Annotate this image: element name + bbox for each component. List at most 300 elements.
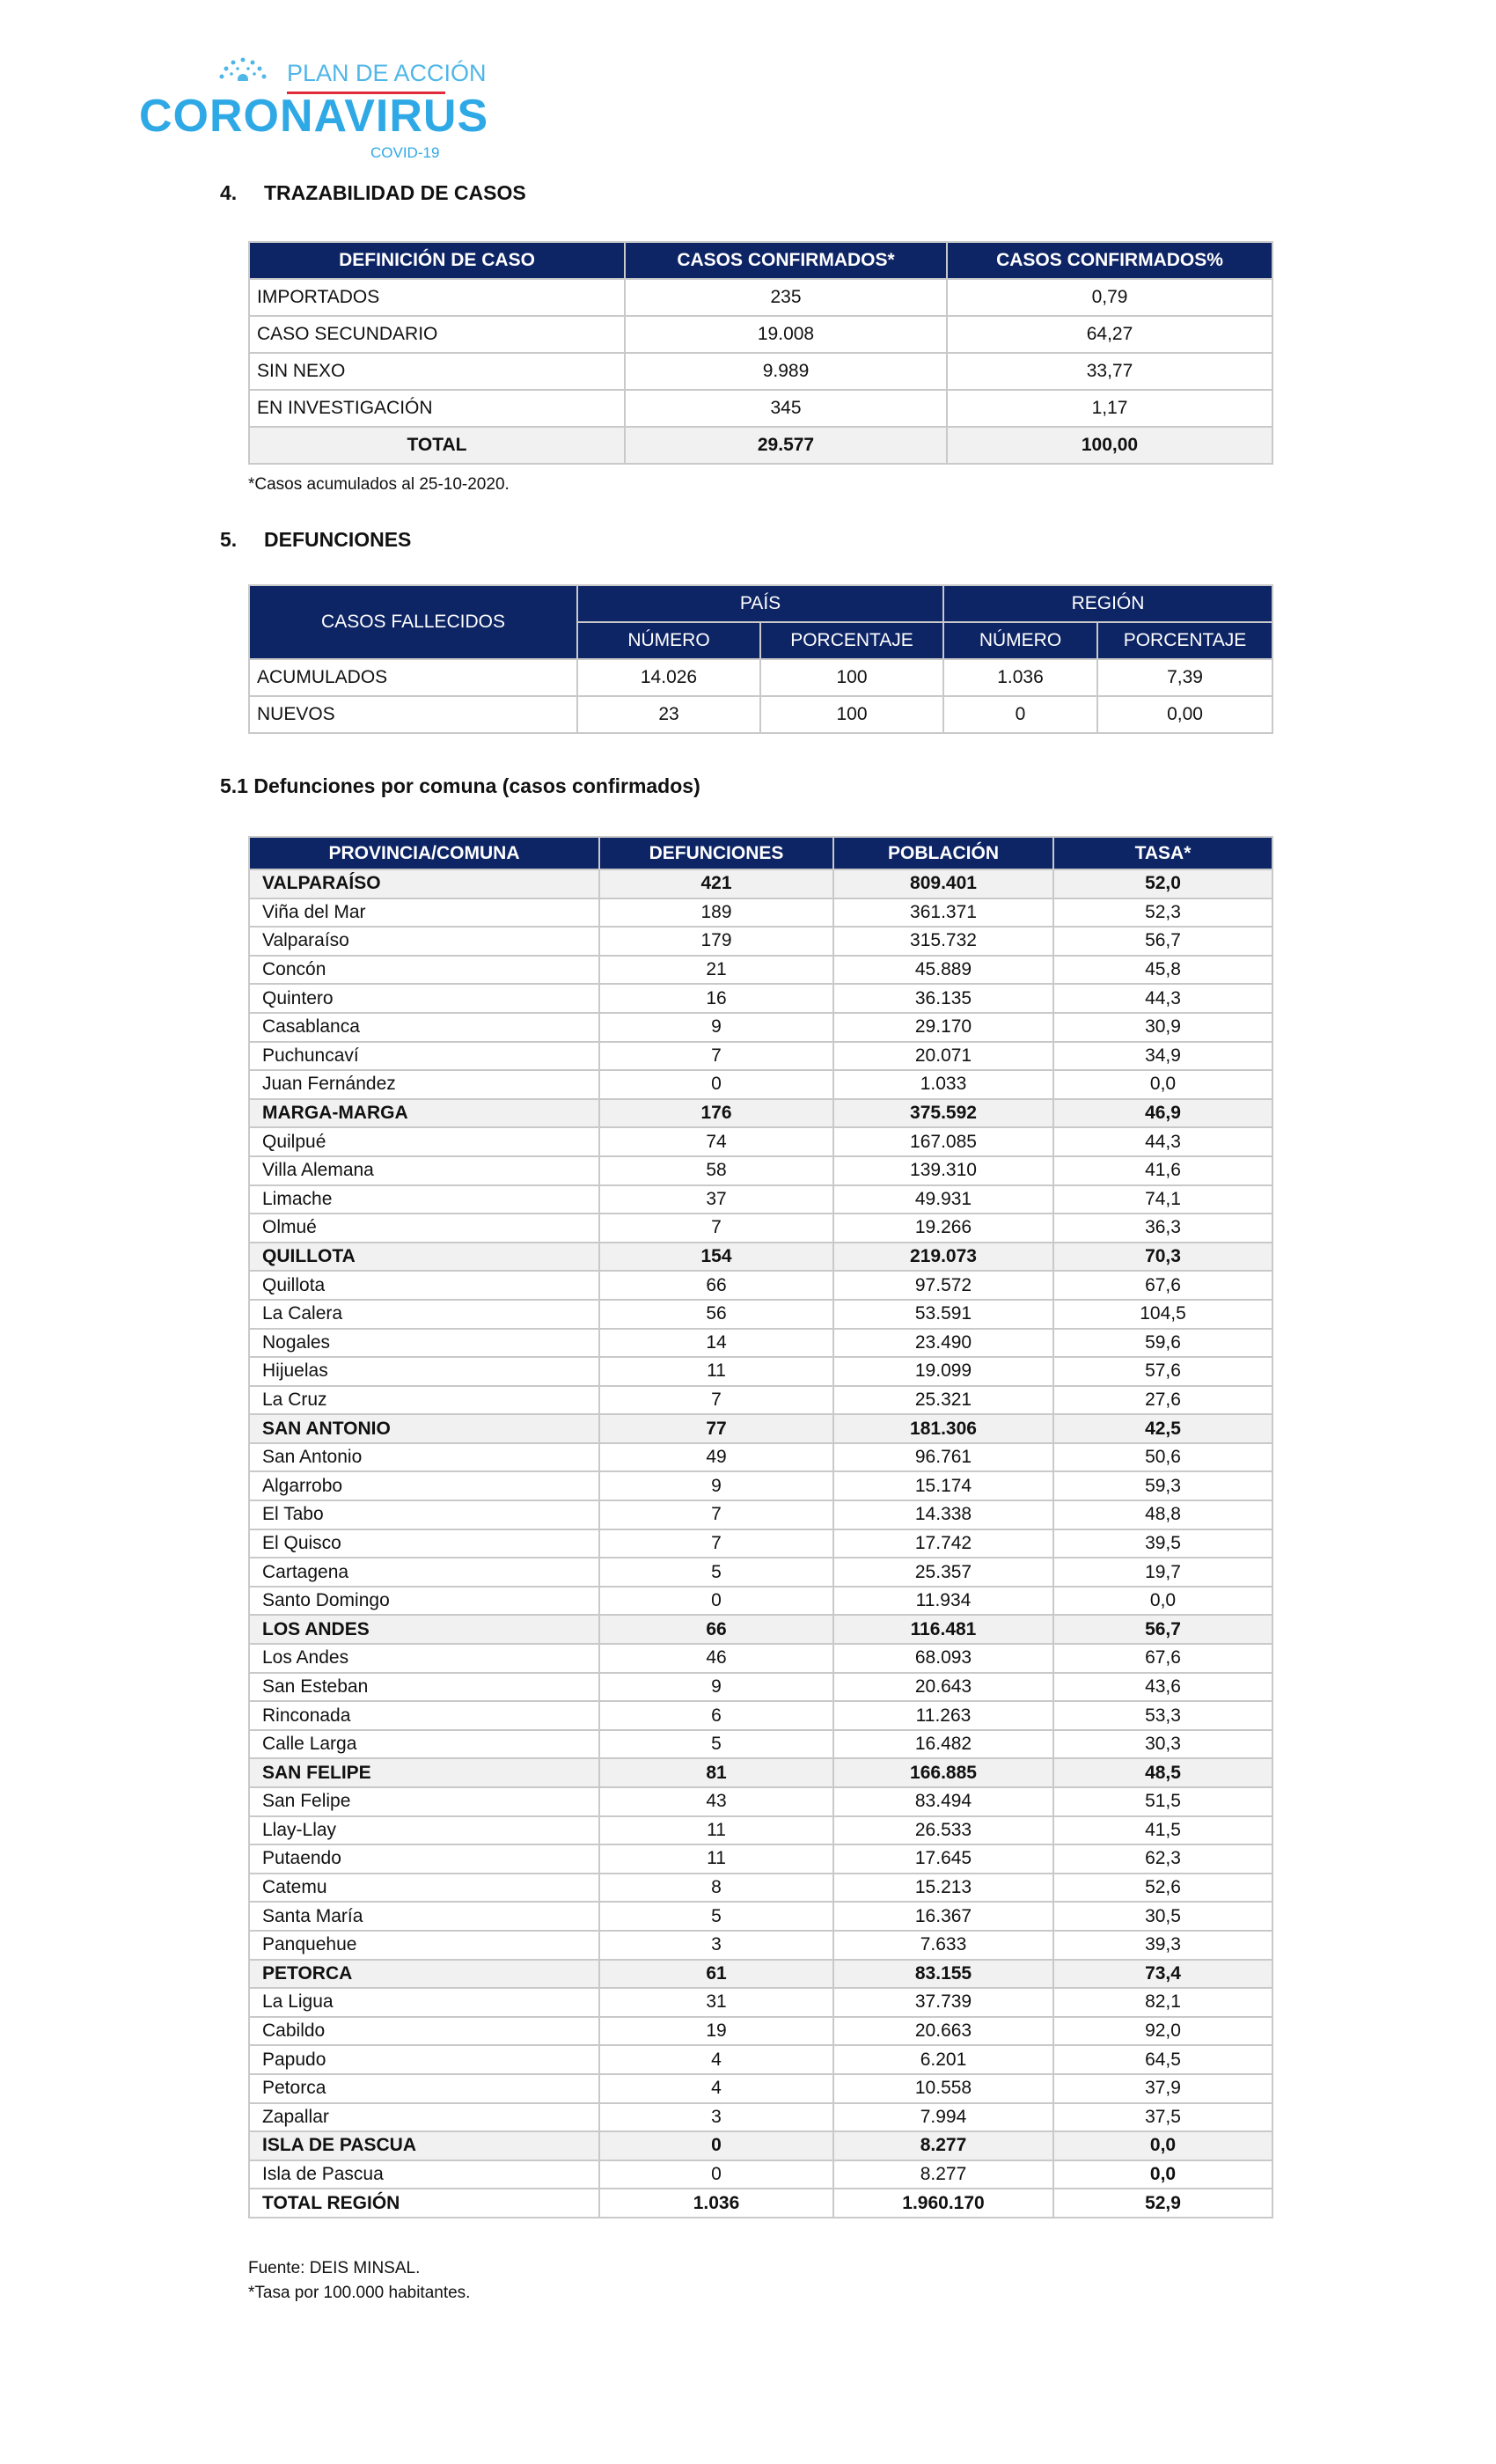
comuna-row bbox=[249, 1816, 1272, 1845]
cell-poblacion: 315.732 bbox=[833, 927, 1053, 956]
comuna-row bbox=[249, 1271, 1272, 1300]
header-cell: NÚMERO bbox=[577, 622, 760, 659]
cell-defunciones: 81 bbox=[599, 1758, 833, 1787]
cell-definition: CASO SECUNDARIO bbox=[249, 316, 625, 353]
table-row bbox=[249, 659, 1272, 696]
cell-definition: SIN NEXO bbox=[249, 353, 625, 390]
cell-tasa: 0,0 bbox=[1053, 1070, 1272, 1099]
cell-poblacion: 116.481 bbox=[833, 1615, 1053, 1644]
cell-poblacion: 14.338 bbox=[833, 1500, 1053, 1529]
cell-defunciones: 1.036 bbox=[599, 2189, 833, 2218]
cell-poblacion: 26.533 bbox=[833, 1816, 1053, 1845]
comuna-row bbox=[249, 1931, 1272, 1960]
comuna-row bbox=[249, 1357, 1272, 1386]
cell-poblacion: 1.033 bbox=[833, 1070, 1053, 1099]
cell-cases: 9.989 bbox=[625, 353, 947, 390]
cell-defunciones: 8 bbox=[599, 1874, 833, 1903]
cell-tasa: 27,6 bbox=[1053, 1386, 1272, 1415]
cell-defunciones: 4 bbox=[599, 2074, 833, 2103]
cell-label: ACUMULADOS bbox=[249, 659, 577, 696]
cell-tasa: 92,0 bbox=[1053, 2017, 1272, 2046]
cell-defunciones: 189 bbox=[599, 898, 833, 928]
cell-tasa: 44,3 bbox=[1053, 1127, 1272, 1156]
header-cell-pais: PAÍS bbox=[577, 585, 943, 622]
cell-tasa: 51,5 bbox=[1053, 1787, 1272, 1816]
cell-name: San Felipe bbox=[249, 1787, 599, 1816]
comuna-row bbox=[249, 1329, 1272, 1358]
comuna-row bbox=[249, 1214, 1272, 1243]
cell-tasa: 0,0 bbox=[1053, 1587, 1272, 1616]
cell-name: Casablanca bbox=[249, 1013, 599, 1042]
comuna-row bbox=[249, 2160, 1272, 2189]
cell-defunciones: 16 bbox=[599, 984, 833, 1013]
cell-poblacion: 8.277 bbox=[833, 2131, 1053, 2160]
cell-name: ISLA DE PASCUA bbox=[249, 2131, 599, 2160]
header-cell-region: REGIÓN bbox=[943, 585, 1272, 622]
cell-name: Papudo bbox=[249, 2045, 599, 2074]
cell-name: Villa Alemana bbox=[249, 1156, 599, 1185]
cell-defunciones: 0 bbox=[599, 2160, 833, 2189]
cell-name: Juan Fernández bbox=[249, 1070, 599, 1099]
rate-footnote: *Tasa por 100.000 habitantes. bbox=[248, 2284, 471, 2302]
cell-tasa: 52,0 bbox=[1053, 869, 1272, 898]
cell-name: Hijuelas bbox=[249, 1357, 599, 1386]
cell-name: Rinconada bbox=[249, 1701, 599, 1730]
cell-defunciones: 14 bbox=[599, 1329, 833, 1358]
cell-name: Olmué bbox=[249, 1214, 599, 1243]
province-row bbox=[249, 1243, 1272, 1272]
cell-name: Concón bbox=[249, 956, 599, 985]
comuna-row bbox=[249, 1500, 1272, 1529]
comuna-row bbox=[249, 1701, 1272, 1730]
cell-defunciones: 61 bbox=[599, 1960, 833, 1989]
cell-name: SAN FELIPE bbox=[249, 1758, 599, 1787]
cell-poblacion: 181.306 bbox=[833, 1414, 1053, 1443]
cell-name: Puchuncaví bbox=[249, 1042, 599, 1071]
cell-poblacion: 10.558 bbox=[833, 2074, 1053, 2103]
comuna-row bbox=[249, 1156, 1272, 1185]
cell-poblacion: 16.367 bbox=[833, 1902, 1053, 1931]
comuna-row bbox=[249, 1558, 1272, 1587]
table-row bbox=[249, 353, 1272, 390]
comuna-row bbox=[249, 927, 1272, 956]
cell-name: El Tabo bbox=[249, 1500, 599, 1529]
cell-name: PETORCA bbox=[249, 1960, 599, 1989]
comuna-row bbox=[249, 1902, 1272, 1931]
cell-poblacion: 17.742 bbox=[833, 1529, 1053, 1558]
table-header-row bbox=[249, 837, 1272, 869]
source-note: Fuente: DEIS MINSAL. bbox=[248, 2259, 421, 2277]
cell-defunciones: 7 bbox=[599, 1386, 833, 1415]
trazabilidad-table bbox=[248, 241, 1273, 465]
comuna-row bbox=[249, 1673, 1272, 1702]
header-cell: PORCENTAJE bbox=[1097, 622, 1272, 659]
cell-name: San Antonio bbox=[249, 1443, 599, 1472]
logo-covid-text: COVID-19 bbox=[370, 144, 440, 161]
cell-percent: 1,17 bbox=[947, 390, 1272, 427]
table-header-row bbox=[249, 585, 1272, 622]
cell-tasa: 52,9 bbox=[1053, 2189, 1272, 2218]
cell-name: SAN ANTONIO bbox=[249, 1414, 599, 1443]
cell-tasa: 0,0 bbox=[1053, 2131, 1272, 2160]
cell-defunciones: 11 bbox=[599, 1816, 833, 1845]
cell-poblacion: 139.310 bbox=[833, 1156, 1053, 1185]
section-5-heading bbox=[220, 528, 411, 552]
cell-poblacion: 96.761 bbox=[833, 1443, 1053, 1472]
cell-defunciones: 176 bbox=[599, 1099, 833, 1128]
cell-cases: 19.008 bbox=[625, 316, 947, 353]
cell-poblacion: 361.371 bbox=[833, 898, 1053, 928]
sun-rays-icon bbox=[216, 55, 269, 81]
province-row bbox=[249, 2131, 1272, 2160]
province-row bbox=[249, 1414, 1272, 1443]
cell-poblacion: 25.357 bbox=[833, 1558, 1053, 1587]
cell-name: Quilpué bbox=[249, 1127, 599, 1156]
cell-tasa: 73,4 bbox=[1053, 1960, 1272, 1989]
cell-total-label: TOTAL bbox=[249, 427, 625, 464]
province-row bbox=[249, 1960, 1272, 1989]
comuna-row bbox=[249, 1300, 1272, 1329]
cell-poblacion: 97.572 bbox=[833, 1271, 1053, 1300]
cell-name: La Calera bbox=[249, 1300, 599, 1329]
cell-tasa: 50,6 bbox=[1053, 1443, 1272, 1472]
cell-tasa: 45,8 bbox=[1053, 956, 1272, 985]
cell-tasa: 41,5 bbox=[1053, 1816, 1272, 1845]
cell-poblacion: 49.931 bbox=[833, 1185, 1053, 1214]
comuna-row bbox=[249, 1844, 1272, 1874]
cell-tasa: 46,9 bbox=[1053, 1099, 1272, 1128]
cell-poblacion: 45.889 bbox=[833, 956, 1053, 985]
cell-poblacion: 25.321 bbox=[833, 1386, 1053, 1415]
comuna-row bbox=[249, 1787, 1272, 1816]
cell-defunciones: 66 bbox=[599, 1615, 833, 1644]
cell-name: Viña del Mar bbox=[249, 898, 599, 928]
cell-tasa: 37,5 bbox=[1053, 2103, 1272, 2132]
comuna-row bbox=[249, 1042, 1272, 1071]
cell-value: 23 bbox=[577, 696, 760, 733]
cell-poblacion: 20.071 bbox=[833, 1042, 1053, 1071]
cell-name: Petorca bbox=[249, 2074, 599, 2103]
defunciones-table bbox=[248, 584, 1273, 734]
cell-defunciones: 56 bbox=[599, 1300, 833, 1329]
cell-defunciones: 7 bbox=[599, 1500, 833, 1529]
cell-percent: 64,27 bbox=[947, 316, 1272, 353]
coronavirus-logo bbox=[139, 53, 489, 161]
comuna-row bbox=[249, 1386, 1272, 1415]
province-row bbox=[249, 1615, 1272, 1644]
cell-poblacion: 15.174 bbox=[833, 1471, 1053, 1500]
cell-poblacion: 219.073 bbox=[833, 1243, 1053, 1272]
cell-poblacion: 20.663 bbox=[833, 2017, 1053, 2046]
cell-poblacion: 809.401 bbox=[833, 869, 1053, 898]
cell-defunciones: 4 bbox=[599, 2045, 833, 2074]
cell-tasa: 48,8 bbox=[1053, 1500, 1272, 1529]
cell-tasa: 44,3 bbox=[1053, 984, 1272, 1013]
header-cell: CASOS CONFIRMADOS* bbox=[625, 242, 947, 279]
cell-tasa: 53,3 bbox=[1053, 1701, 1272, 1730]
header-cell: DEFINICIÓN DE CASO bbox=[249, 242, 625, 279]
cell-definition: IMPORTADOS bbox=[249, 279, 625, 316]
cell-defunciones: 74 bbox=[599, 1127, 833, 1156]
cell-poblacion: 6.201 bbox=[833, 2045, 1053, 2074]
cell-defunciones: 9 bbox=[599, 1471, 833, 1500]
cell-poblacion: 37.739 bbox=[833, 1988, 1053, 2017]
cell-percent: 33,77 bbox=[947, 353, 1272, 390]
cell-defunciones: 0 bbox=[599, 1587, 833, 1616]
comuna-row bbox=[249, 1127, 1272, 1156]
cell-name: La Ligua bbox=[249, 1988, 599, 2017]
cell-tasa: 62,3 bbox=[1053, 1844, 1272, 1874]
cell-name: VALPARAÍSO bbox=[249, 869, 599, 898]
cell-tasa: 104,5 bbox=[1053, 1300, 1272, 1329]
comuna-row bbox=[249, 1013, 1272, 1042]
comuna-row bbox=[249, 1529, 1272, 1558]
cell-poblacion: 29.170 bbox=[833, 1013, 1053, 1042]
cell-defunciones: 7 bbox=[599, 1529, 833, 1558]
cell-value: 7,39 bbox=[1097, 659, 1272, 696]
section-4-footnote: *Casos acumulados al 25-10-2020. bbox=[248, 475, 510, 494]
cell-poblacion: 83.155 bbox=[833, 1960, 1053, 1989]
cell-name: Isla de Pascua bbox=[249, 2160, 599, 2189]
cell-tasa: 52,3 bbox=[1053, 898, 1272, 928]
province-row bbox=[249, 869, 1272, 898]
cell-tasa: 36,3 bbox=[1053, 1214, 1272, 1243]
cell-cases: 235 bbox=[625, 279, 947, 316]
section-title: DEFUNCIONES bbox=[264, 528, 412, 551]
section-5-1-heading: 5.1 Defunciones por comuna (casos confirmados) bbox=[220, 774, 700, 797]
section-number: 4. bbox=[220, 181, 238, 204]
cell-defunciones: 9 bbox=[599, 1673, 833, 1702]
cell-tasa: 67,6 bbox=[1053, 1271, 1272, 1300]
cell-name: La Cruz bbox=[249, 1386, 599, 1415]
cell-name: Quillota bbox=[249, 1271, 599, 1300]
cell-poblacion: 19.266 bbox=[833, 1214, 1053, 1243]
cell-cases: 345 bbox=[625, 390, 947, 427]
cell-name: Catemu bbox=[249, 1874, 599, 1903]
cell-name: QUILLOTA bbox=[249, 1243, 599, 1272]
cell-defunciones: 46 bbox=[599, 1644, 833, 1673]
cell-name: Valparaíso bbox=[249, 927, 599, 956]
comuna-row bbox=[249, 1988, 1272, 2017]
cell-tasa: 70,3 bbox=[1053, 1243, 1272, 1272]
cell-tasa: 57,6 bbox=[1053, 1357, 1272, 1386]
cell-defunciones: 3 bbox=[599, 2103, 833, 2132]
cell-poblacion: 166.885 bbox=[833, 1758, 1053, 1787]
cell-defunciones: 0 bbox=[599, 2131, 833, 2160]
cell-tasa: 67,6 bbox=[1053, 1644, 1272, 1673]
cell-tasa: 59,6 bbox=[1053, 1329, 1272, 1358]
comuna-row bbox=[249, 984, 1272, 1013]
cell-defunciones: 9 bbox=[599, 1013, 833, 1042]
cell-name: Panquehue bbox=[249, 1931, 599, 1960]
table-total-row bbox=[249, 427, 1272, 464]
cell-name: El Quisco bbox=[249, 1529, 599, 1558]
cell-tasa: 48,5 bbox=[1053, 1758, 1272, 1787]
cell-name: Quintero bbox=[249, 984, 599, 1013]
cell-poblacion: 375.592 bbox=[833, 1099, 1053, 1128]
cell-name: LOS ANDES bbox=[249, 1615, 599, 1644]
cell-poblacion: 17.645 bbox=[833, 1844, 1053, 1874]
cell-name: Santa María bbox=[249, 1902, 599, 1931]
cell-defunciones: 7 bbox=[599, 1042, 833, 1071]
comuna-row bbox=[249, 1644, 1272, 1673]
table-row bbox=[249, 696, 1272, 733]
cell-value: 14.026 bbox=[577, 659, 760, 696]
header-cell: PROVINCIA/COMUNA bbox=[249, 837, 599, 869]
cell-tasa: 74,1 bbox=[1053, 1185, 1272, 1214]
cell-defunciones: 11 bbox=[599, 1844, 833, 1874]
cell-defunciones: 11 bbox=[599, 1357, 833, 1386]
cell-defunciones: 5 bbox=[599, 1558, 833, 1587]
comuna-row bbox=[249, 2103, 1272, 2132]
province-row bbox=[249, 1099, 1272, 1128]
cell-defunciones: 5 bbox=[599, 1730, 833, 1759]
cell-poblacion: 1.960.170 bbox=[833, 2189, 1053, 2218]
comuna-row bbox=[249, 1874, 1272, 1903]
cell-defunciones: 7 bbox=[599, 1214, 833, 1243]
cell-defunciones: 66 bbox=[599, 1271, 833, 1300]
cell-name: Llay-Llay bbox=[249, 1816, 599, 1845]
cell-poblacion: 19.099 bbox=[833, 1357, 1053, 1386]
cell-poblacion: 83.494 bbox=[833, 1787, 1053, 1816]
cell-value: 100 bbox=[760, 696, 943, 733]
cell-defunciones: 19 bbox=[599, 2017, 833, 2046]
cell-value: 0,00 bbox=[1097, 696, 1272, 733]
logo-coronavirus-text: CORONAVIRUS bbox=[139, 91, 489, 142]
cell-name: Zapallar bbox=[249, 2103, 599, 2132]
cell-name: TOTAL REGIÓN bbox=[249, 2189, 599, 2218]
cell-defunciones: 421 bbox=[599, 869, 833, 898]
cell-name: San Esteban bbox=[249, 1673, 599, 1702]
logo-plan-text: PLAN DE ACCIÓN bbox=[287, 60, 487, 86]
cell-poblacion: 36.135 bbox=[833, 984, 1053, 1013]
cell-poblacion: 167.085 bbox=[833, 1127, 1053, 1156]
cell-poblacion: 7.994 bbox=[833, 2103, 1053, 2132]
cell-total-cases: 29.577 bbox=[625, 427, 947, 464]
cell-poblacion: 8.277 bbox=[833, 2160, 1053, 2189]
cell-tasa: 39,3 bbox=[1053, 1931, 1272, 1960]
cell-defunciones: 3 bbox=[599, 1931, 833, 1960]
cell-defunciones: 37 bbox=[599, 1185, 833, 1214]
table-header-row bbox=[249, 242, 1272, 279]
cell-defunciones: 77 bbox=[599, 1414, 833, 1443]
cell-tasa: 30,5 bbox=[1053, 1902, 1272, 1931]
cell-defunciones: 31 bbox=[599, 1988, 833, 2017]
cell-defunciones: 49 bbox=[599, 1443, 833, 1472]
header-cell: PORCENTAJE bbox=[760, 622, 943, 659]
comuna-table-body bbox=[249, 869, 1272, 2218]
cell-tasa: 41,6 bbox=[1053, 1156, 1272, 1185]
cell-poblacion: 20.643 bbox=[833, 1673, 1053, 1702]
cell-defunciones: 0 bbox=[599, 1070, 833, 1099]
cell-name: Limache bbox=[249, 1185, 599, 1214]
cell-name: Santo Domingo bbox=[249, 1587, 599, 1616]
cell-total-percent: 100,00 bbox=[947, 427, 1272, 464]
cell-value: 100 bbox=[760, 659, 943, 696]
comuna-row bbox=[249, 1185, 1272, 1214]
header-cell: CASOS CONFIRMADOS% bbox=[947, 242, 1272, 279]
cell-defunciones: 6 bbox=[599, 1701, 833, 1730]
comuna-row bbox=[249, 1443, 1272, 1472]
header-cell: POBLACIÓN bbox=[833, 837, 1053, 869]
cell-name: Algarrobo bbox=[249, 1471, 599, 1500]
section-4-heading bbox=[220, 181, 526, 205]
cell-defunciones: 21 bbox=[599, 956, 833, 985]
cell-name: MARGA-MARGA bbox=[249, 1099, 599, 1128]
total-row bbox=[249, 2189, 1272, 2218]
table-row bbox=[249, 390, 1272, 427]
cell-defunciones: 43 bbox=[599, 1787, 833, 1816]
defunciones-por-comuna-table bbox=[248, 836, 1273, 2218]
header-cell: DEFUNCIONES bbox=[599, 837, 833, 869]
cell-tasa: 37,9 bbox=[1053, 2074, 1272, 2103]
cell-defunciones: 179 bbox=[599, 927, 833, 956]
cell-tasa: 82,1 bbox=[1053, 1988, 1272, 2017]
province-row bbox=[249, 1758, 1272, 1787]
cell-tasa: 43,6 bbox=[1053, 1673, 1272, 1702]
cell-percent: 0,79 bbox=[947, 279, 1272, 316]
header-cell: NÚMERO bbox=[943, 622, 1097, 659]
table-row bbox=[249, 279, 1272, 316]
cell-name: Cartagena bbox=[249, 1558, 599, 1587]
comuna-row bbox=[249, 2045, 1272, 2074]
cell-value: 0 bbox=[943, 696, 1097, 733]
cell-tasa: 39,5 bbox=[1053, 1529, 1272, 1558]
header-cell-casos-fallecidos: CASOS FALLECIDOS bbox=[249, 585, 577, 659]
cell-poblacion: 53.591 bbox=[833, 1300, 1053, 1329]
cell-tasa: 56,7 bbox=[1053, 1615, 1272, 1644]
cell-tasa: 19,7 bbox=[1053, 1558, 1272, 1587]
cell-defunciones: 58 bbox=[599, 1156, 833, 1185]
cell-name: Los Andes bbox=[249, 1644, 599, 1673]
cell-name: Calle Larga bbox=[249, 1730, 599, 1759]
cell-tasa: 59,3 bbox=[1053, 1471, 1272, 1500]
comuna-row bbox=[249, 1471, 1272, 1500]
table-row bbox=[249, 316, 1272, 353]
comuna-row bbox=[249, 956, 1272, 985]
cell-name: Cabildo bbox=[249, 2017, 599, 2046]
comuna-row bbox=[249, 1730, 1272, 1759]
cell-poblacion: 68.093 bbox=[833, 1644, 1053, 1673]
cell-poblacion: 11.263 bbox=[833, 1701, 1053, 1730]
comuna-row bbox=[249, 1070, 1272, 1099]
cell-poblacion: 7.633 bbox=[833, 1931, 1053, 1960]
cell-defunciones: 154 bbox=[599, 1243, 833, 1272]
cell-poblacion: 15.213 bbox=[833, 1874, 1053, 1903]
cell-label: NUEVOS bbox=[249, 696, 577, 733]
cell-tasa: 42,5 bbox=[1053, 1414, 1272, 1443]
cell-poblacion: 23.490 bbox=[833, 1329, 1053, 1358]
cell-value: 1.036 bbox=[943, 659, 1097, 696]
comuna-row bbox=[249, 1587, 1272, 1616]
cell-poblacion: 16.482 bbox=[833, 1730, 1053, 1759]
cell-name: Nogales bbox=[249, 1329, 599, 1358]
cell-tasa: 52,6 bbox=[1053, 1874, 1272, 1903]
cell-tasa: 56,7 bbox=[1053, 927, 1272, 956]
comuna-row bbox=[249, 2074, 1272, 2103]
cell-tasa: 64,5 bbox=[1053, 2045, 1272, 2074]
cell-defunciones: 5 bbox=[599, 1902, 833, 1931]
header-cell: TASA* bbox=[1053, 837, 1272, 869]
cell-definition: EN INVESTIGACIÓN bbox=[249, 390, 625, 427]
cell-name: Putaendo bbox=[249, 1844, 599, 1874]
section-title: TRAZABILIDAD DE CASOS bbox=[264, 181, 526, 204]
comuna-row bbox=[249, 898, 1272, 928]
cell-tasa: 0,0 bbox=[1053, 2160, 1272, 2189]
cell-tasa: 30,9 bbox=[1053, 1013, 1272, 1042]
comuna-row bbox=[249, 2017, 1272, 2046]
cell-tasa: 30,3 bbox=[1053, 1730, 1272, 1759]
